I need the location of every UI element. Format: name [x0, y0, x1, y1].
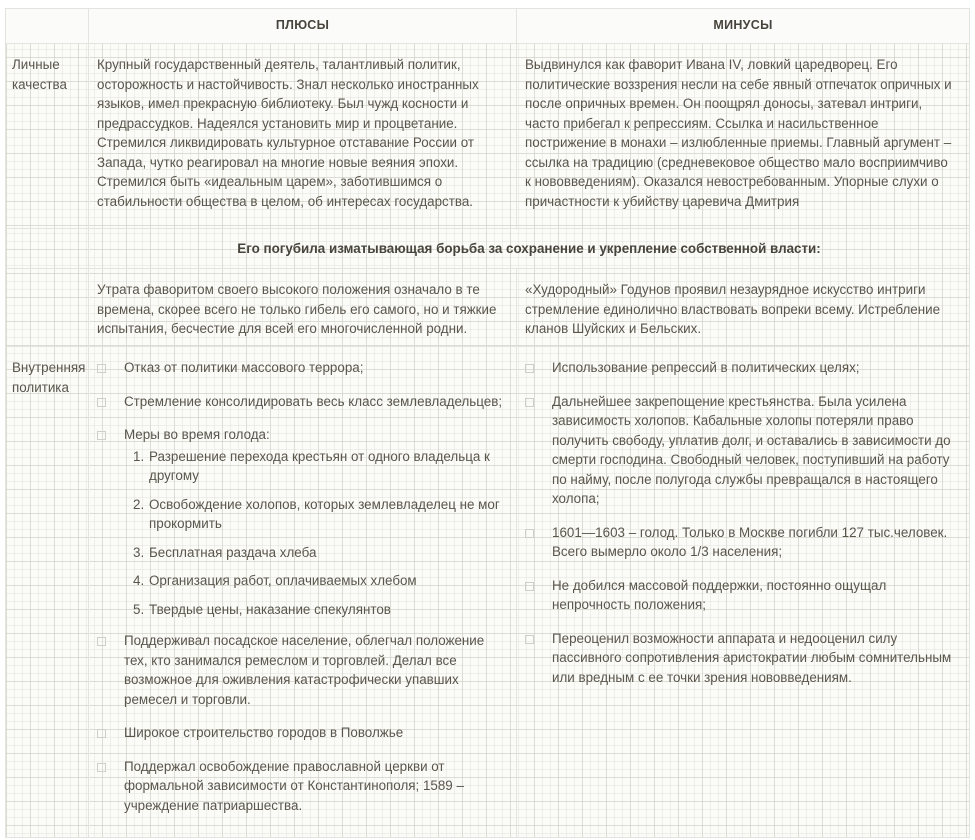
numbered-list-item: [133, 600, 504, 620]
list-item-text: Дальнейшее закрепощение крестьянства. Была усилена зависимость холопов. Кабальные холопы потеряли право получить свободу, уплатив долг, и оставались в зависимости до смерти господина. Свободный человек, поступивший на работу по найму, после полугода службы превращался в настоящего холопа;: [552, 393, 951, 506]
list-item: [95, 723, 504, 743]
famine-measures-numbered-list: [133, 447, 504, 620]
square-bullet-icon: [525, 529, 534, 538]
list-item-text: Широкое строительство городов в Поволжье: [124, 725, 404, 740]
list-item-text: Поддержал освобождение православной церкви от формальной зависимости от Константинополя; 1589 – учреждение патриаршества.: [124, 758, 464, 813]
numbered-list-item: [133, 543, 504, 563]
list-item-text: Использование репрессий в политических целях;: [552, 360, 860, 375]
list-item: [95, 392, 504, 412]
personal-qualities-plus-cell: [89, 44, 517, 229]
square-bullet-icon: [97, 729, 106, 738]
square-bullet-icon: [97, 431, 106, 440]
internal-policy-minus-cell: [517, 347, 969, 837]
list-number: 5.: [133, 601, 145, 617]
list-item: [95, 757, 504, 816]
list-item-text: Стремление консолидировать весь класс землевладельцев;: [124, 393, 503, 409]
row-label-internal-policy: Внутренняя политика: [6, 347, 89, 837]
list-item-text: 1601—1603 – голод. Только в Москве погибли 127 тыс.человек. Всего вымерло около 1/3 населения;: [552, 524, 948, 559]
square-bullet-icon: [97, 398, 106, 407]
comparison-table: [5, 8, 970, 838]
numbered-list-item: [133, 571, 504, 591]
list-item-text: Твердые цены, наказание спекулянтов: [149, 601, 391, 617]
list-item: [95, 358, 504, 378]
personal-qualities-minus-text: Выдвинулся как фаворит Ивана IV, ловкий царедворец. Его политические воззрения несли на себе явный отпечаток опричных и после опричных времен. Он поощрял доносы, затевал интриги, часто прибегал к репрессиям. Ссылка и насильственное пострижение в монахи – излюбленные приемы. Главный аргумент – ссылка на традицию (средневековое общество мало восприимчиво к нововведениям). Оказался невостребованным. Упорные слухи о причастности к убийству царевича Дмитрия: [525, 57, 952, 209]
header-corner-cell: [6, 9, 89, 44]
list-item-text: Освобождение холопов, которых землевладелец не мог прокормить: [149, 496, 500, 531]
row3-minus-text: «Худородный» Годунов проявил незаурядное искусство интриги стремление единолично властвовать вопреки всему. Истребление кланов Шуйских и Бельских.: [525, 282, 941, 336]
square-bullet-icon: [525, 635, 534, 644]
row3-plus-text: Утрата фаворитом своего высокого положения означало в те времена, скорее всего не только гибель его самого, но и тяжкие испытания, бесчестие для всей его многочисленной родни.: [97, 282, 497, 336]
list-number: 1.: [133, 448, 145, 464]
personal-qualities-plus-text: Крупный государственный деятель, талантливый политик, осторожность и настойчивость. Знал несколько иностранных языков, имел прекрасную библиотеку. Был чужд косности и предрассудков. Надеялся установить мир и процветание. Стремился ликвидировать культурное отставание России от Запада, чутко реагировал на многие новые веяния эпохи. Стремился быть «идеальным царем», заботившимся о стабильности общества в целом, об интересах государства.: [97, 57, 479, 209]
list-item-text: Меры во время голода:: [124, 427, 270, 442]
row3-minus-cell: [517, 269, 969, 347]
list-number: 4.: [133, 573, 145, 588]
minus-bullet-list: [523, 358, 957, 687]
list-item-text: Переоценил возможности аппарата и недооценил силу пассивного сопротивления аристократии любым сомнительным или вредным с ее точки зрения нововведениям.: [552, 630, 952, 685]
personal-qualities-minus-cell: [517, 44, 969, 229]
list-item-text: Организация работ, оплачиваемых хлебом: [149, 573, 417, 588]
row-label-personal-qualities: Личные качества: [6, 44, 89, 229]
column-header-minus: МИНУСЫ: [517, 9, 969, 44]
square-bullet-icon: [97, 364, 106, 373]
numbered-list-item: [133, 447, 504, 486]
row3-empty-label-cell: [6, 269, 89, 347]
list-item: [523, 629, 957, 688]
row2-empty-label-cell: [6, 229, 89, 269]
internal-policy-plus-cell: [89, 347, 517, 837]
list-item: [523, 358, 957, 378]
list-item-text: Бесплатная раздача хлеба: [149, 544, 317, 560]
plus-bullet-list-2: [95, 631, 504, 815]
list-item-text: Разрешение перехода крестьян от одного владельца к другому: [149, 448, 490, 483]
plus-bullet-list: [95, 358, 504, 445]
list-item-text: Отказ от политики массового террора;: [124, 360, 364, 375]
list-number: 2.: [133, 496, 145, 512]
list-item: [523, 523, 957, 562]
column-header-plus: ПЛЮСЫ: [89, 9, 517, 44]
list-item: [95, 425, 504, 445]
square-bullet-icon: [525, 398, 534, 407]
merged-statement: Его погубила изматывающая борьба за сохранение и укрепление собственной власти:: [89, 229, 969, 269]
list-item: [523, 392, 957, 509]
square-bullet-icon: [525, 364, 534, 373]
row3-plus-cell: [89, 269, 517, 347]
list-item: [95, 631, 504, 709]
list-item-text: Не добился массовой поддержки, постоянно ощущал непрочность положения;: [552, 577, 887, 612]
list-item-text: Поддерживал посадское население, облегчал положение тех, кто занимался ремеслом и торговлей. Делал все возможное для оживления катастрофически упавших ремесел и торговли.: [124, 633, 485, 707]
square-bullet-icon: [525, 582, 534, 591]
square-bullet-icon: [97, 763, 106, 772]
list-item: [523, 576, 957, 615]
list-number: 3.: [133, 544, 145, 560]
numbered-list-item: [133, 495, 504, 534]
square-bullet-icon: [97, 637, 106, 646]
